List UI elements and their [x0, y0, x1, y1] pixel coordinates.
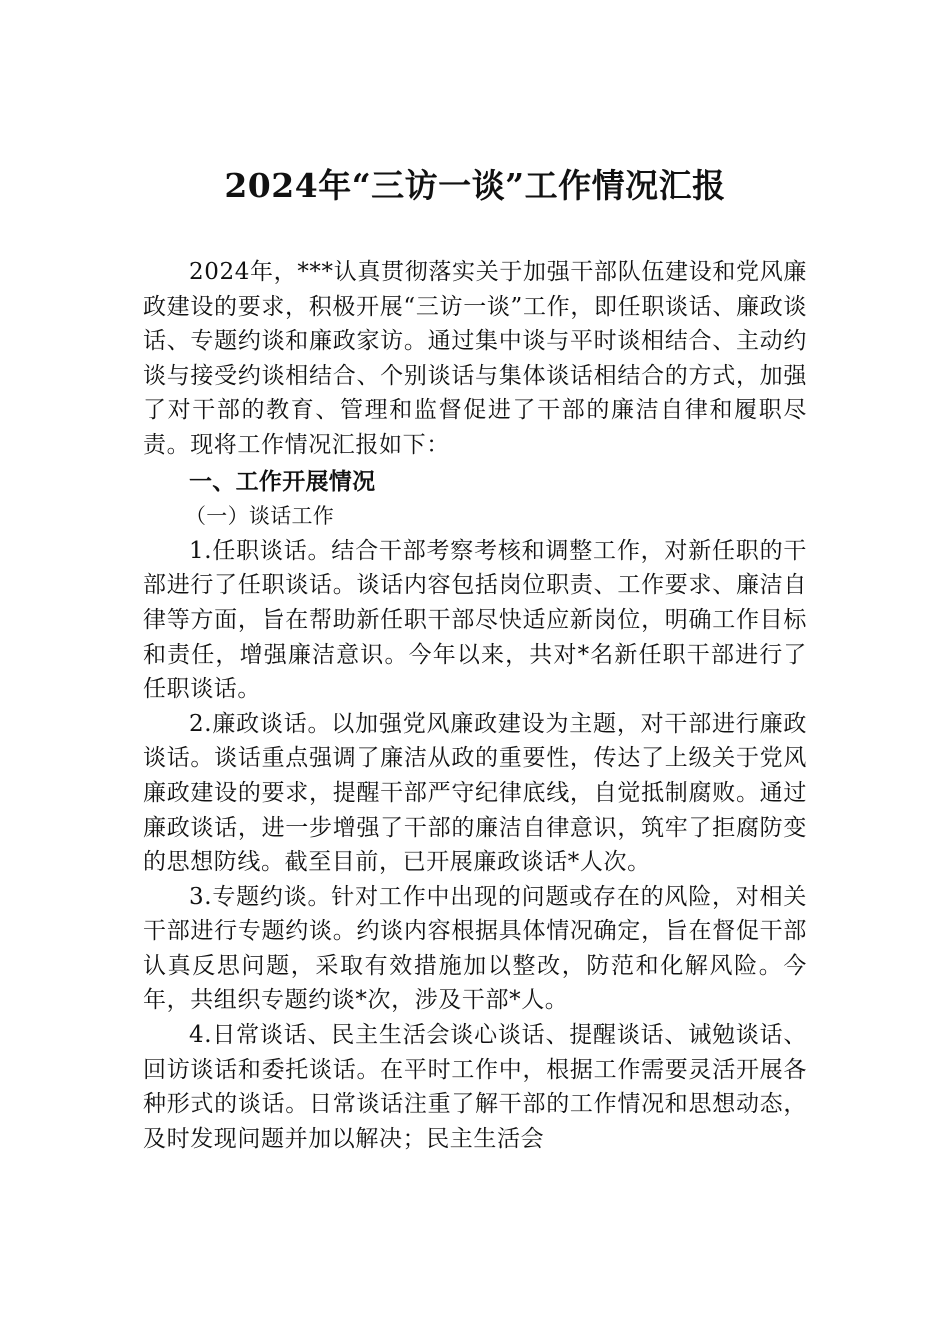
body-paragraph-integrity-talk: 2.廉政谈话。以加强党风廉政建设为主题，对干部进行廉政谈话。谈话重点强调了廉洁从政的重要性，传达了上级关于党风廉政建设的要求，提醒干部严守纪律底线，自觉抵制腐败。通过廉政谈话，进一步增强了干部的廉洁自律意识，筑牢了拒腐防变的思想防线。截至目前，已开展廉政谈话*人次。	[143, 710, 807, 876]
body-paragraph-special-talk: 3.专题约谈。针对工作中出现的问题或存在的风险，对相关干部进行专题约谈。约谈内容根据具体情况确定，旨在督促干部认真反思问题，采取有效措施加以整改，防范和化解风险。今年，共组织专题约谈*次，涉及干部*人。	[143, 883, 807, 1014]
intro-paragraph: 2024年，***认真贯彻落实关于加强干部队伍建设和党风廉政建设的要求，积极开展“三访一谈”工作，即任职谈话、廉政谈话、专题约谈和廉政家访。通过集中谈与平时谈相结合、主动约谈与接受约谈相结合、个别谈话与集体谈话相结合的方式，加强了对干部的教育、管理和监督促进了干部的廉洁自律和履职尽责。现将工作情况汇报如下：	[143, 259, 807, 458]
document-title: 2024年“三访一谈”工作情况汇报	[224, 166, 726, 205]
body-paragraph-appointment-talk: 1.任职谈话。结合干部考察考核和调整工作，对新任职的干部进行了任职谈话。谈话内容包括岗位职责、工作要求、廉洁自律等方面，旨在帮助新任职干部尽快适应新岗位，明确工作目标和责任，增强廉洁意识。今年以来，共对*名新任职干部进行了任职谈话。	[143, 537, 807, 703]
subsection-heading: （一）谈话工作	[185, 504, 335, 529]
section-heading: 一、工作开展情况	[189, 468, 376, 495]
document-body	[143, 255, 807, 1156]
body-paragraph-daily-talk: 4.日常谈话、民主生活会谈心谈话、提醒谈话、诫勉谈话、回访谈话和委托谈话。在平时工作中，根据工作需要灵活开展各种形式的谈话。日常谈话注重了解干部的工作情况和思想动态，及时发现问题并加以解决；民主生活会	[143, 1022, 807, 1152]
